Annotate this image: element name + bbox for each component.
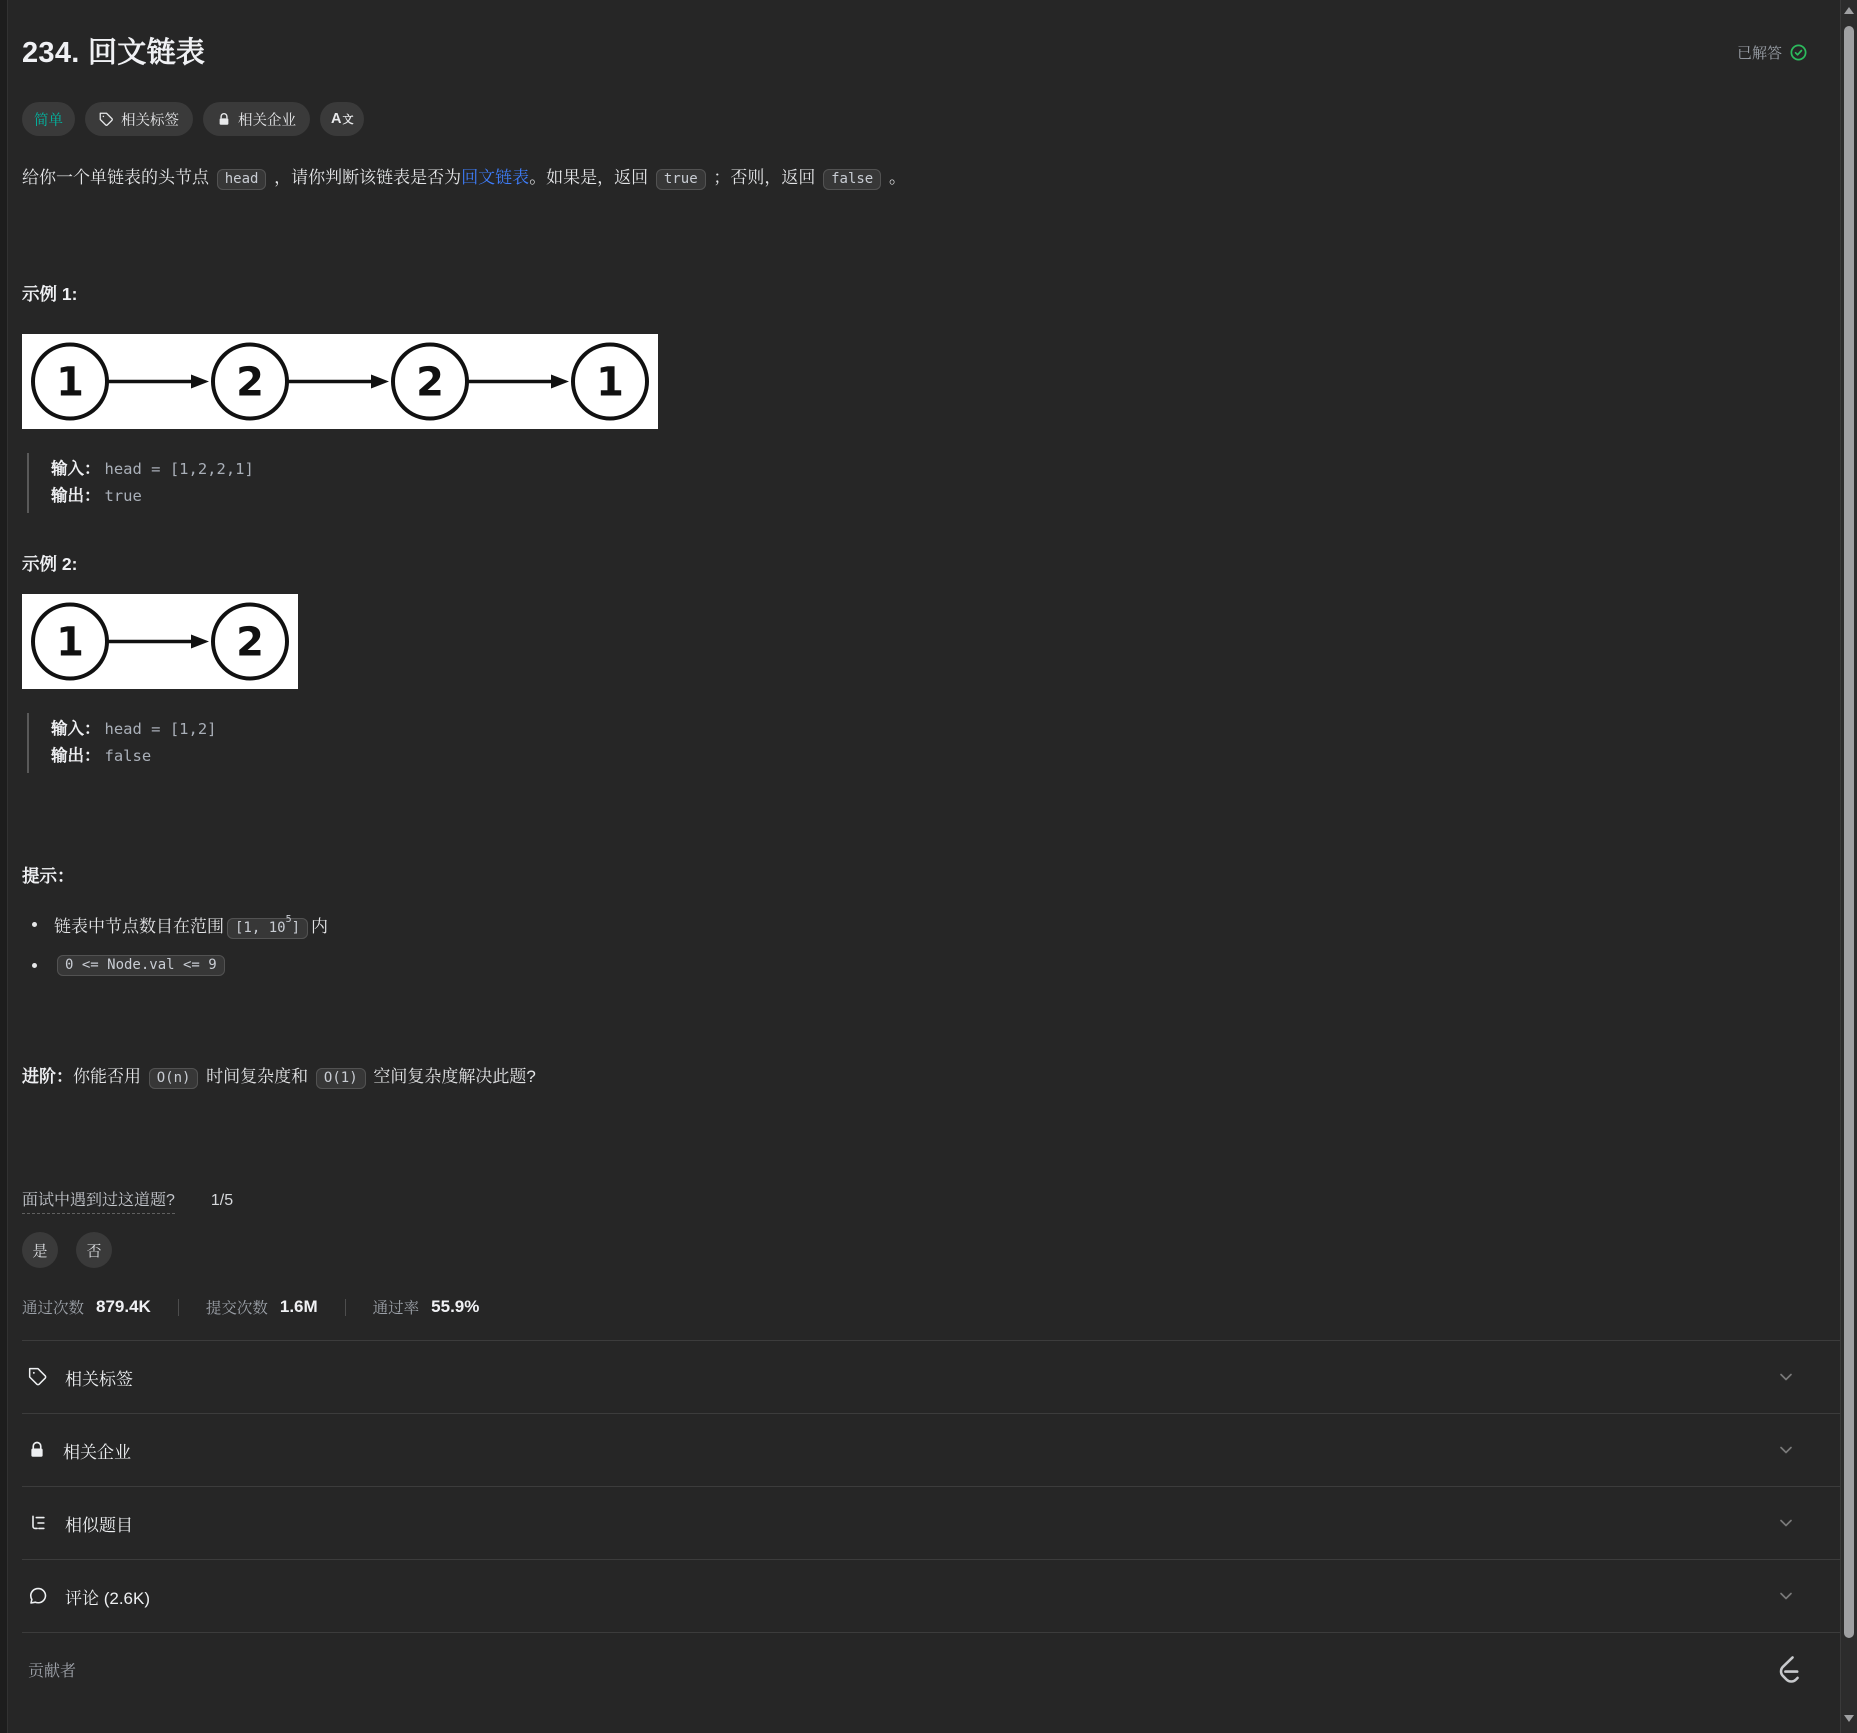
accordion-sections — [22, 1340, 1840, 1705]
stats-row — [22, 1296, 1840, 1318]
related-tags-label: 相关标签 — [121, 112, 179, 129]
follow-up — [22, 1062, 1840, 1087]
difficulty-badge[interactable]: 简单 — [22, 102, 75, 136]
statement-text: 给你一个单链表的头节点 — [22, 168, 214, 187]
follow-up-text: 时间复杂度和 — [201, 1067, 313, 1086]
example-2-diagram — [22, 594, 1840, 689]
acceptance-rate-label: 通过率 — [372, 1300, 420, 1317]
inline-code-o1: O(1) — [316, 1068, 366, 1089]
solved-label: 已解答 — [1736, 45, 1782, 62]
constraint-text: 内 — [311, 917, 329, 936]
inline-code-true: true — [656, 169, 706, 190]
output-label: 输出： — [51, 487, 101, 505]
svg-text:2: 2 — [236, 359, 264, 406]
acceptance-rate-value: 55.9% — [431, 1297, 480, 1316]
leetcode-logo-icon[interactable] — [1774, 1654, 1800, 1684]
section-related-tags[interactable] — [22, 1341, 1840, 1414]
contributors-label: 贡献者 — [28, 1662, 77, 1680]
input-value: head = [1,2,2,1] — [104, 460, 254, 478]
output-value: false — [104, 747, 152, 765]
constraints-list — [22, 912, 1840, 976]
scrollbar-thumb[interactable] — [1844, 26, 1854, 1638]
svg-text:2: 2 — [236, 619, 264, 666]
inline-code-head: head — [217, 169, 267, 190]
scrollbar-up-arrow[interactable] — [1844, 7, 1854, 14]
problem-description-panel — [8, 0, 1840, 1733]
poll-buttons — [22, 1232, 1840, 1268]
scrollbar-down-arrow[interactable] — [1844, 1715, 1854, 1722]
vertical-scrollbar — [1840, 0, 1857, 1733]
section-similar-questions[interactable] — [22, 1487, 1840, 1560]
output-value: true — [104, 487, 142, 505]
contributors-row — [22, 1633, 1840, 1705]
section-related-companies[interactable] — [22, 1414, 1840, 1487]
related-tags-pill[interactable] — [85, 102, 193, 136]
related-companies-pill[interactable] — [203, 102, 310, 136]
interview-poll — [22, 1187, 1840, 1214]
divider — [178, 1299, 179, 1316]
hints-label: 提示： — [22, 866, 75, 886]
example-2-io — [27, 713, 1840, 773]
problem-statement — [22, 164, 1840, 193]
follow-up-label: 进阶： — [22, 1067, 73, 1086]
chevron-down-icon — [1776, 1586, 1796, 1606]
check-circle-icon — [1789, 43, 1808, 62]
svg-text:1: 1 — [56, 619, 84, 666]
svg-text:1: 1 — [56, 359, 84, 406]
constraint-item — [22, 912, 1840, 937]
section-label: 相关标签 — [65, 1369, 133, 1389]
statement-text: 。 — [884, 168, 906, 187]
statement-text: ；否则，返回 — [708, 168, 821, 187]
submissions-label: 提交次数 — [205, 1300, 268, 1317]
translate-toggle[interactable] — [320, 102, 364, 136]
palindrome-link[interactable]: 回文链表 — [461, 168, 530, 187]
chevron-down-icon — [1776, 1513, 1796, 1533]
follow-up-text: 空间复杂度解决此题? — [368, 1067, 536, 1086]
section-comments[interactable] — [22, 1560, 1840, 1633]
poll-yes-button[interactable]: 是 — [22, 1232, 58, 1268]
follow-up-text: 你能否用 — [73, 1067, 146, 1086]
submissions-value: 1.6M — [279, 1297, 318, 1316]
section-label: 评论 (2.6K) — [65, 1588, 151, 1608]
example-1-label: 示例 1: — [22, 284, 78, 304]
bullet-dot — [32, 922, 37, 927]
panel-resize-handle[interactable] — [0, 0, 8, 1733]
accepted-label: 通过次数 — [22, 1300, 85, 1317]
poll-no-button[interactable]: 否 — [76, 1232, 112, 1268]
example-2-label: 示例 2: — [22, 554, 78, 574]
inline-code-on: O(n) — [149, 1068, 199, 1089]
divider — [345, 1299, 346, 1316]
constraint-item — [22, 955, 1840, 976]
problem-title: 234. 回文链表 — [22, 37, 206, 69]
bullet-dot — [32, 963, 37, 968]
chevron-down-icon — [1776, 1367, 1796, 1387]
translate-icon: A文 — [331, 111, 354, 127]
accepted-value: 879.4K — [96, 1297, 151, 1316]
section-label: 相关企业 — [63, 1442, 131, 1462]
lock-icon — [217, 112, 231, 127]
statement-text: 。如果是，返回 — [529, 168, 653, 187]
constraint-code: 0 <= Node.val <= 9 — [57, 955, 225, 976]
poll-question: 面试中遇到过这道题? — [22, 1187, 175, 1214]
svg-text:1: 1 — [596, 359, 624, 406]
lock-icon — [28, 1440, 46, 1460]
tags-row — [22, 102, 1840, 136]
comment-bubble-icon — [28, 1586, 48, 1606]
input-label: 输入： — [51, 460, 101, 478]
tag-icon — [99, 112, 114, 127]
tag-icon — [28, 1367, 48, 1387]
output-label: 输出： — [51, 747, 101, 765]
example-1-io — [27, 453, 1840, 513]
example-1-diagram — [22, 334, 1840, 429]
inline-code-false: false — [823, 169, 881, 190]
chevron-down-icon — [1776, 1440, 1796, 1460]
constraint-code: [1, $10^5$] — [227, 918, 308, 939]
section-label: 相似题目 — [65, 1515, 133, 1535]
svg-text:2: 2 — [416, 359, 444, 406]
statement-text: ，请你判断该链表是否为 — [269, 168, 462, 187]
input-label: 输入： — [51, 720, 101, 738]
constraint-text: 链表中节点数目在范围 — [54, 917, 224, 936]
problem-header — [22, 34, 1840, 72]
input-value: head = [1,2] — [104, 720, 217, 738]
solved-status — [1737, 42, 1808, 63]
poll-progress: 1/5 — [210, 1192, 234, 1209]
related-companies-label: 相关企业 — [238, 112, 296, 129]
list-tree-icon — [28, 1513, 48, 1533]
